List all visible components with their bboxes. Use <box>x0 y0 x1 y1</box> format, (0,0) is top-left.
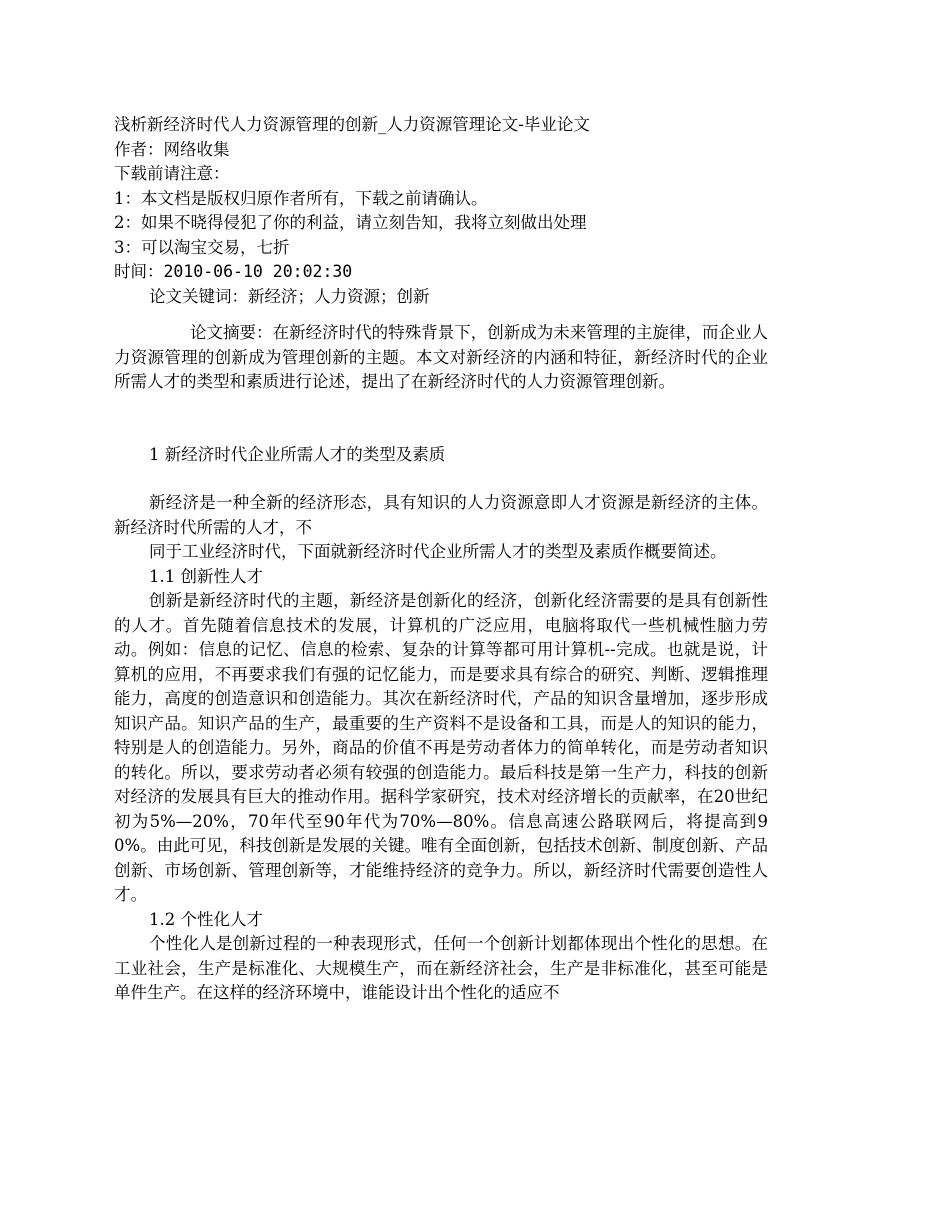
time-value: 2010-06-10 20:02:30 <box>163 262 353 281</box>
notice-item: 3：可以淘宝交易，七折 <box>114 237 290 257</box>
document-author: 作者：网络收集 <box>114 139 230 159</box>
section-paragraph: 新经济是一种全新的经济形态，具有知识的人力资源意即人才资源是新经济的主体。新经济时代所需的人才，不 <box>114 493 768 537</box>
document-time <box>114 260 768 285</box>
subsection-body: 创新是新经济时代的主题，新经济是创新化的经济，创新化经济需要的是具有创新性的人才。首先随着信息技术的发展，计算机的广泛应用，电脑将取代一些机械性脑力劳动。例如：信息的记忆、信息的检索、复杂的计算等都可用计算机--完成。也就是说，计算机的应用，不再要求我们有强的记忆能力，而是要求具有综合的研究、判断、逻辑推理能力，高度的创造意识和创造能力。其次在新经济时代，产品的知识含量增加，逐步形成知识产品。知识产品的生产，最重要的生产资料不是设备和工具，而是人的知识的能力，特别是人的创造能力。另外，商品的价值不再是劳动者体力的简单转化，而是劳动者知识的转化。所以，要求劳动者必须有较强的创造能力。最后科技是第一生产力，科技的创新对经济的发展具有巨大的推动作用。据科学家研究，技术对经济增长的贡献率，在20世纪初为5%—20%，70年代至90年代为70%—80%。信息高速公路联网后，将提高到90%。由此可见，科技创新是发展的关键。唯有全面创新，包括技术创新、制度创新、产品创新、市场创新、管理创新等，才能维持经济的竞争力。所以，新经济时代需要创造性人才。 <box>114 591 768 904</box>
document-title: 浅析新经济时代人力资源管理的创新_人力资源管理论文-毕业论文 <box>114 115 590 134</box>
notice-item: 1：本文档是版权归原作者所有，下载之前请确认。 <box>114 188 488 208</box>
notice-item: 2：如果不晓得侵犯了你的利益，请立刻告知，我将立刻做出处理 <box>114 213 587 232</box>
notice-heading: 下载前请注意： <box>114 164 230 183</box>
section-paragraph: 同于工业经济时代，下面就新经济时代企业所需人才的类型及素质作概要简述。 <box>149 542 727 561</box>
document-page <box>114 113 768 1006</box>
document-keywords: 论文关键词：新经济；人力资源；创新 <box>149 286 430 306</box>
document-abstract: 论文摘要：在新经济时代的特殊背景下，创新成为未来管理的主旋律，而企业人力资源管理的创新成为管理创新的主题。本文对新经济的内涵和特征，新经济时代的企业所需人才的类型和素质进行论述，提出了在新经济时代的人力资源管理创新。 <box>114 323 768 391</box>
section-heading: 1 新经济时代企业所需人才的类型及素质 <box>149 444 446 464</box>
time-label: 时间： <box>114 262 164 281</box>
subsection-heading: 1.1 创新性人才 <box>149 566 263 586</box>
subsection-heading: 1.2 个性化人才 <box>149 909 263 929</box>
subsection-body: 个性化人是创新过程的一种表现形式，任何一个创新计划都体现出个性化的思想。在工业社会，生产是标准化、大规模生产，而在新经济社会，生产是非标准化，甚至可能是单件生产。在这样的经济环境中，谁能设计出个性化的适应不 <box>114 934 768 1002</box>
